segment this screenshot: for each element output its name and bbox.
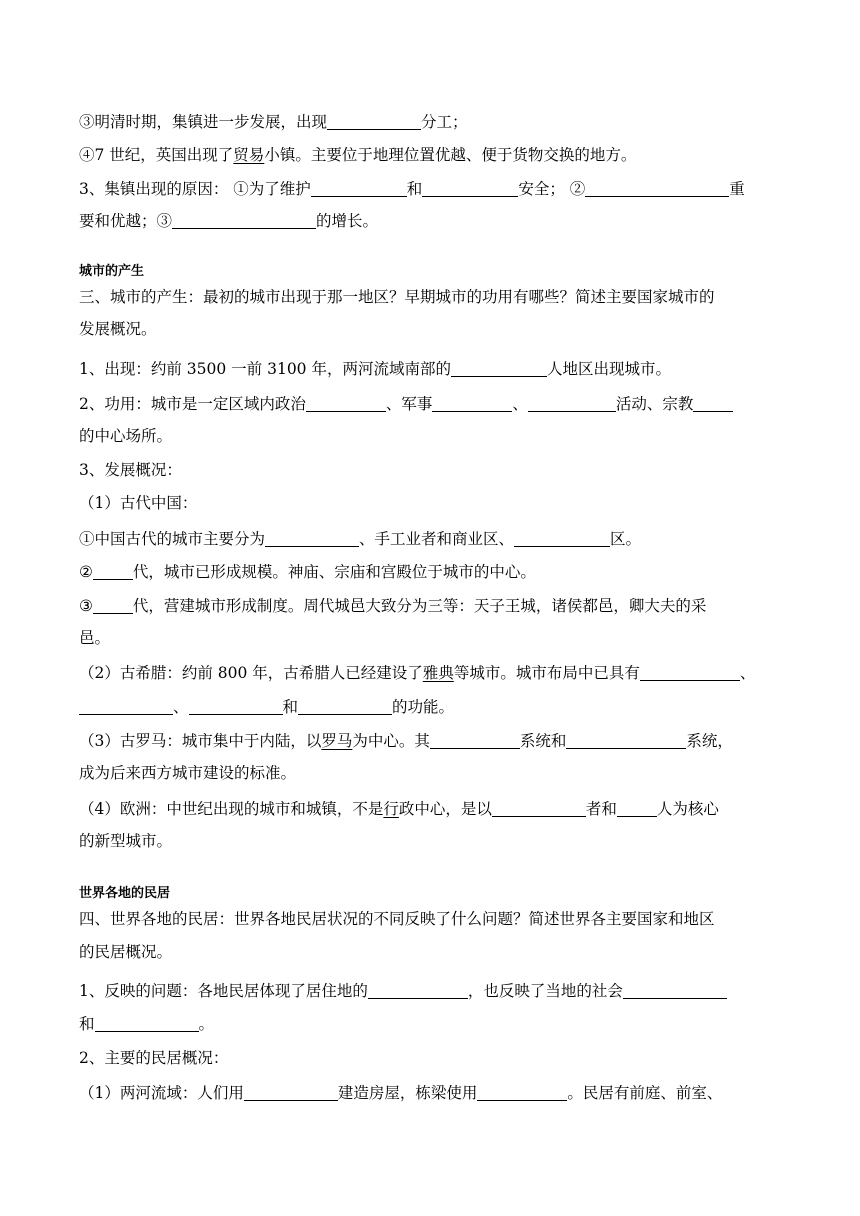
fill-blank — [306, 395, 386, 412]
text: （1）两河流域：人们用 — [79, 1084, 244, 1102]
text-line: 发展概况。 — [79, 320, 157, 338]
text-line — [79, 798, 781, 820]
text: 人为核心 — [656, 800, 719, 818]
text-line — [79, 561, 781, 583]
fill-blank — [172, 212, 316, 229]
text: 的功能。 — [392, 698, 455, 716]
text-line: （1）古代中国： — [79, 494, 198, 512]
text-line — [79, 210, 781, 232]
text-line: 成为后来西方城市建设的标准。 — [79, 764, 297, 782]
text: 、军事 — [385, 395, 433, 413]
text: 政中心，是以 — [398, 800, 492, 818]
text: 、手工业者和商业区、 — [359, 530, 515, 548]
underlined-term: 行 — [383, 800, 399, 818]
text: 代，营建城市形成制度。周代城邑大致分为三等：天子王城，诸侯都邑，卿大夫的采 — [132, 597, 707, 615]
fill-blank — [617, 800, 657, 817]
text: 、 — [739, 664, 756, 682]
fill-blank — [451, 360, 547, 377]
text-line: 的中心场所。 — [79, 427, 173, 445]
fill-blank — [311, 180, 407, 197]
fill-blank — [623, 982, 727, 999]
fill-blank — [244, 1084, 338, 1101]
text: ③明清时期，集镇进一步发展，出现 — [79, 113, 328, 131]
fill-blank — [368, 982, 468, 999]
text: 和 — [406, 180, 423, 198]
text: 。民居有前庭、前室、 — [567, 1084, 723, 1102]
text-line: 3、发展概况： — [79, 461, 182, 479]
fill-blank — [693, 395, 733, 412]
text: 人地区出现城市。 — [546, 360, 671, 378]
text: ② — [79, 563, 93, 581]
text: （3）古罗马：城市集中于内陆，以 — [79, 732, 322, 750]
fill-blank — [477, 1084, 567, 1101]
text: ④7 世纪，英国出现了 — [79, 146, 234, 164]
text: 区。 — [610, 530, 642, 548]
text-line — [79, 595, 781, 617]
text: ①中国古代的城市主要分为 — [79, 530, 266, 548]
text: 和 — [282, 698, 299, 716]
text: ③ — [79, 597, 93, 615]
text-line — [79, 358, 781, 380]
text: 等城市。城市布局中已具有 — [453, 664, 640, 682]
section-heading: 世界各地的民居 — [79, 886, 171, 901]
section-heading: 城市的产生 — [79, 264, 145, 279]
fill-blank — [422, 180, 518, 197]
text: 。 — [198, 1015, 215, 1033]
fill-blank — [640, 664, 740, 681]
text: 为中心。其 — [352, 732, 430, 750]
text: 小镇。主要位于地理位置优越、便于货物交换的地方。 — [264, 146, 637, 164]
text-line: 邑。 — [79, 629, 111, 647]
fill-blank — [327, 113, 421, 130]
fill-blank — [585, 180, 729, 197]
underlined-term: 罗马 — [321, 732, 353, 750]
fill-blank — [492, 800, 586, 817]
fill-blank — [95, 1015, 199, 1032]
text-line — [79, 730, 781, 752]
text-line — [79, 980, 781, 1002]
text-line — [79, 696, 781, 718]
text-line: 四、世界各地的民居：世界各地民居状况的不同反映了什么问题？简述世界各主要国家和地区 — [79, 910, 715, 928]
text: 系统和 — [519, 732, 567, 750]
text: 、 — [173, 698, 189, 716]
text: 1、出现：约前 3500 一前 3100 年，两河流域南部的 — [79, 360, 451, 378]
text: 要和优越；③ — [79, 212, 173, 230]
underlined-term: 贸易 — [233, 146, 265, 164]
underlined-term: 雅典 — [422, 664, 454, 682]
text-line — [79, 178, 781, 200]
fill-blank — [79, 698, 173, 715]
text: 重 — [729, 180, 745, 198]
text: 3、集镇出现的原因： ①为了维护 — [79, 180, 311, 198]
text-line: 2、主要的民居概况： — [79, 1049, 229, 1067]
text-line: 的新型城市。 — [79, 832, 173, 850]
fill-blank — [566, 732, 686, 749]
text-line — [79, 144, 781, 166]
fill-blank — [514, 530, 610, 547]
text: 、 — [512, 395, 528, 413]
fill-blank — [265, 530, 359, 547]
text: 系统， — [686, 732, 733, 750]
text: 代，城市已形成规模。神庙、宗庙和宫殿位于城市的中心。 — [132, 563, 536, 581]
text: （2）古希腊：约前 800 年，古希腊人已经建设了 — [79, 664, 423, 682]
text: 和 — [79, 1015, 95, 1033]
text: 的增长。 — [316, 212, 379, 230]
text: 分工； — [421, 113, 468, 131]
text: 建造房屋，栋梁使用 — [337, 1084, 478, 1102]
fill-blank — [298, 698, 392, 715]
text: ，也反映了当地的社会 — [467, 982, 623, 1000]
fill-blank — [93, 563, 133, 580]
fill-blank — [189, 698, 283, 715]
text-line — [79, 662, 781, 684]
fill-blank — [93, 597, 133, 614]
text-line — [79, 1013, 781, 1035]
fill-blank — [528, 395, 616, 412]
fill-blank — [430, 732, 520, 749]
text-line — [79, 393, 781, 415]
text: 者和 — [585, 800, 617, 818]
text-line — [79, 528, 781, 550]
text: （4）欧洲：中世纪出现的城市和城镇，不是 — [79, 800, 384, 818]
text-line: 三、城市的产生：最初的城市出现于那一地区？早期城市的功用有哪些？简述主要国家城市的 — [79, 288, 715, 306]
fill-blank — [432, 395, 512, 412]
text: 2、功用：城市是一定区域内政治 — [79, 395, 306, 413]
text: 活动、宗教 — [615, 395, 694, 413]
text-line: 的民居概况。 — [79, 943, 173, 961]
text-line — [79, 111, 781, 133]
text: 1、反映的问题：各地民居体现了居住地的 — [79, 982, 368, 1000]
text: 安全； ② — [518, 180, 586, 198]
text-line — [79, 1082, 781, 1104]
